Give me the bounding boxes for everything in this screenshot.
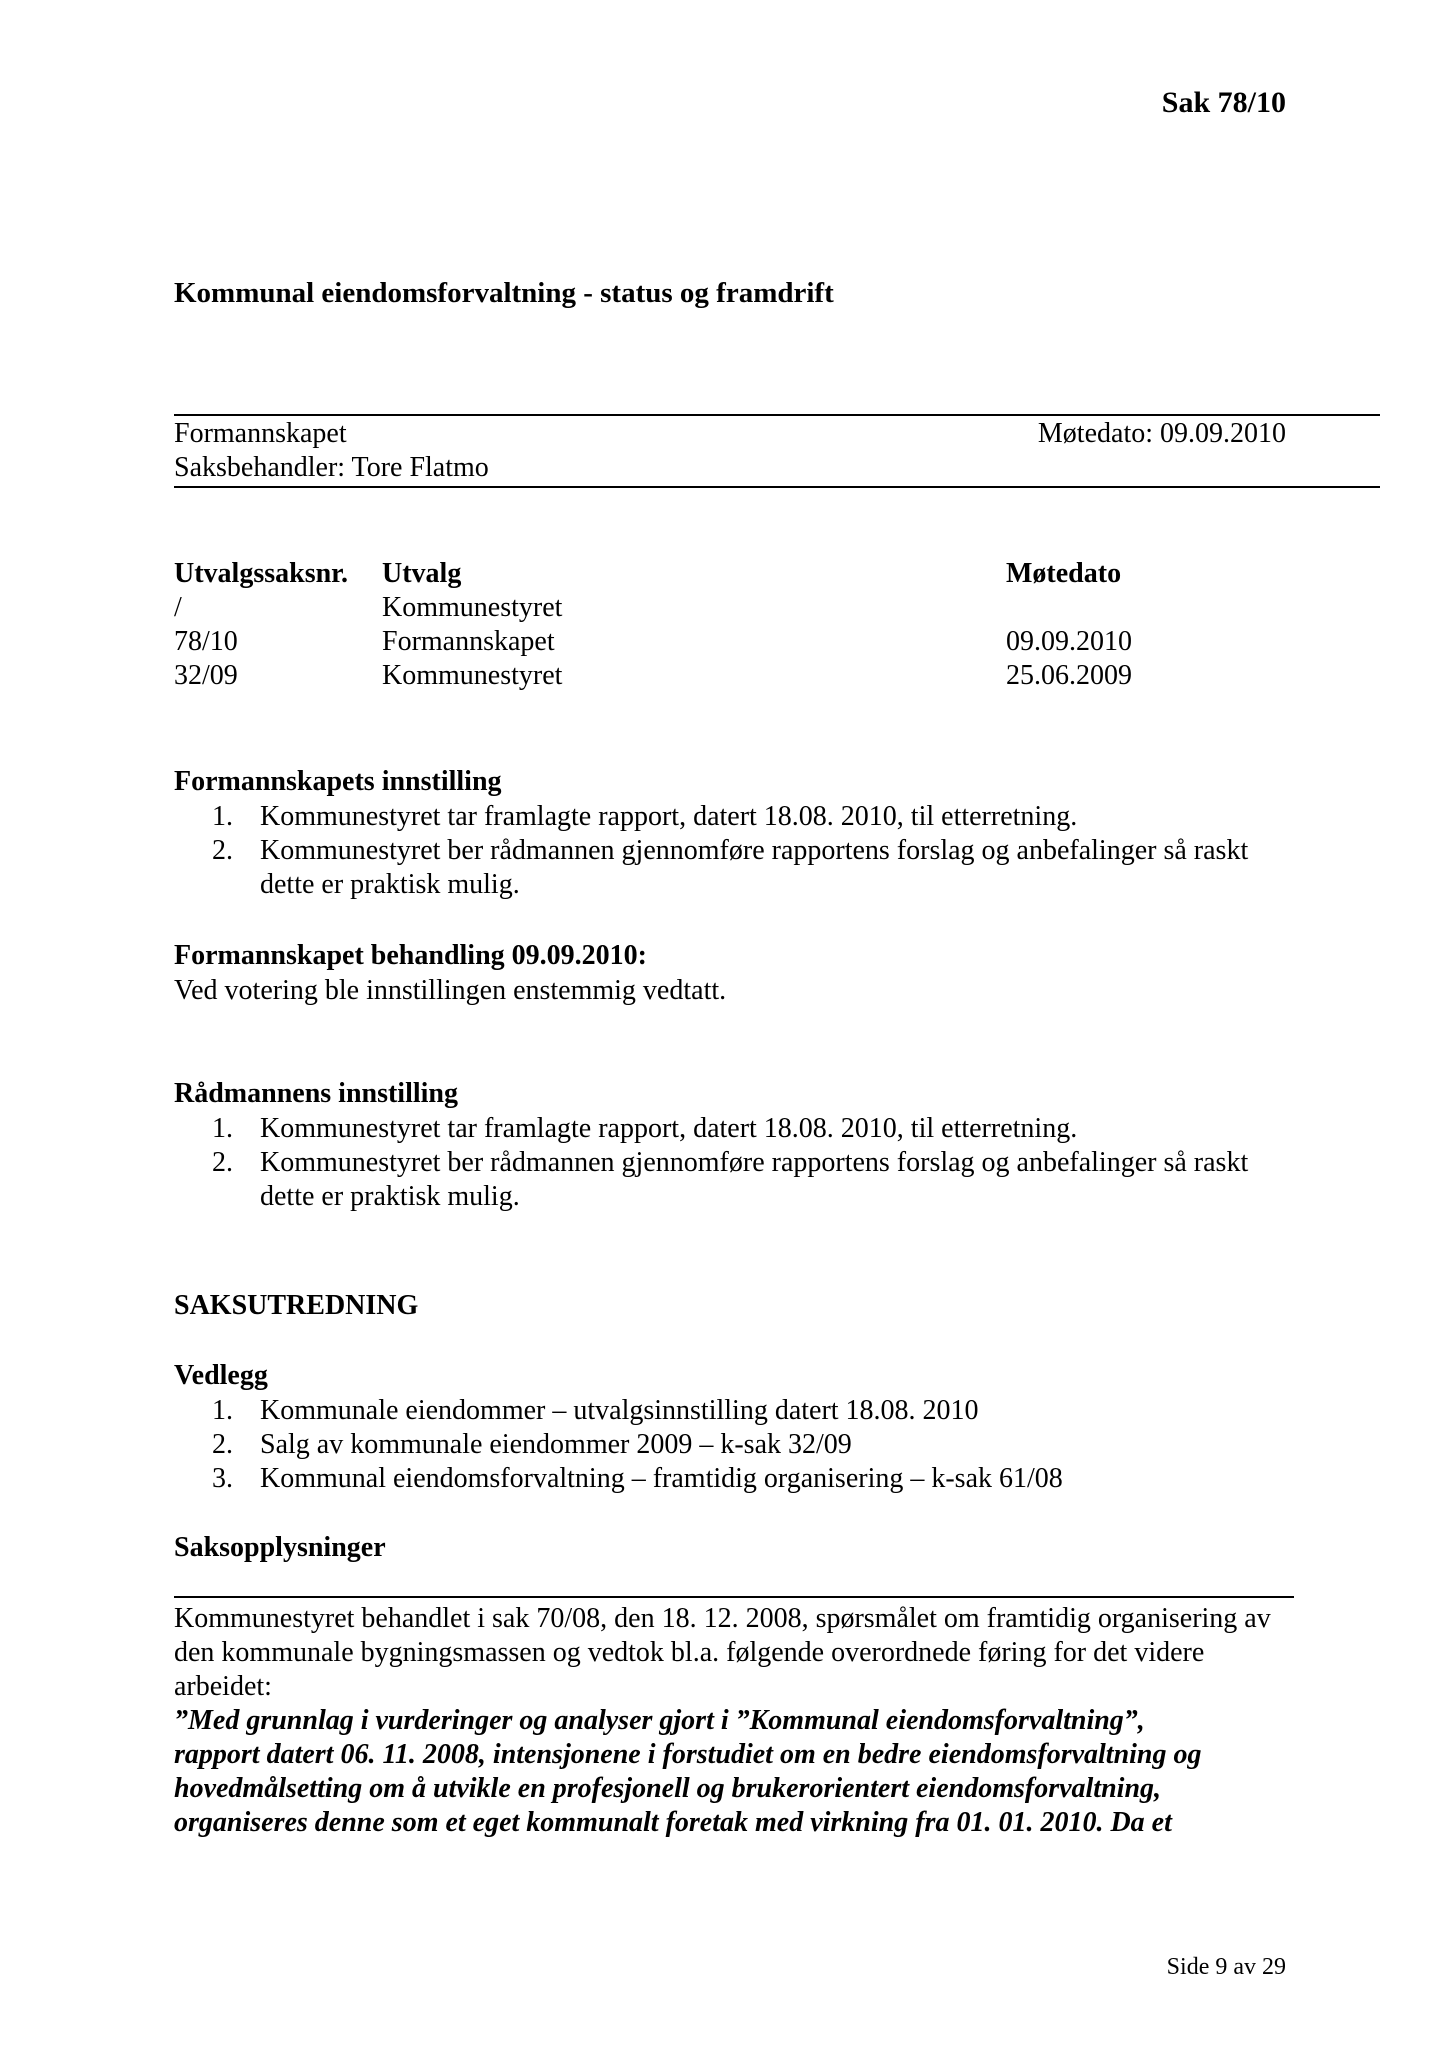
list-item	[0, 1428, 1448, 1462]
saksutredning-heading: SAKSUTREDNING	[174, 1290, 419, 1321]
list-text: Kommunestyret ber rådmannen gjennomføre rapportens forslag og anbefalinger så raskt dette er praktisk mulig.	[260, 1147, 1249, 1212]
case-no: 32/09	[174, 660, 238, 691]
case-no: /	[174, 592, 182, 623]
list-item	[0, 1112, 1448, 1146]
list-number: 1.	[212, 801, 233, 832]
list-text: Kommunal eiendomsforvaltning – framtidig organisering – k-sak 61/08	[260, 1463, 1063, 1494]
committee-name: Formannskapet	[174, 418, 347, 449]
list-text: Kommunestyret tar framlagte rapport, datert 18.08. 2010, til etterretning.	[260, 1113, 1078, 1144]
page-number: Side 9 av 29	[1166, 1954, 1286, 1980]
meeting-date: Møtedato: 09.09.2010	[1037, 418, 1286, 449]
case-officer: Saksbehandler: Tore Flatmo	[174, 452, 489, 483]
date: 09.09.2010	[1006, 626, 1132, 657]
list-item	[0, 800, 1448, 834]
meta-top-rule	[174, 414, 1380, 416]
list-text: Kommunestyret tar framlagte rapport, datert 18.08. 2010, til etterretning.	[260, 801, 1078, 832]
list-number: 1.	[212, 1113, 233, 1144]
saksopplysninger-heading: Saksopplysninger	[174, 1532, 386, 1563]
case-table-header	[0, 558, 1448, 592]
col-header-date: Møtedato	[1006, 558, 1122, 589]
list-item	[0, 1462, 1448, 1496]
list-number: 3.	[212, 1463, 233, 1494]
quote-line: hovedmålsetting om å utvikle en profesjonell og brukerorientert eiendomsforvaltning,	[174, 1773, 1162, 1804]
list-text: Kommunale eiendommer – utvalgsinnstilling datert 18.08. 2010	[260, 1395, 979, 1426]
radmann-innstilling-list	[0, 1112, 1448, 1214]
vedlegg-heading: Vedlegg	[174, 1360, 268, 1391]
col-header-committee: Utvalg	[382, 558, 462, 589]
quote-line: ”Med grunnlag i vurderinger og analyser gjort i ”Kommunal eiendomsforvaltning”,	[174, 1705, 1145, 1736]
date: 25.06.2009	[1006, 660, 1132, 691]
formannskap-behandling-text: Ved votering ble innstillingen enstemmig vedtatt.	[174, 975, 727, 1006]
saksopplysninger-rule	[174, 1596, 1294, 1598]
list-item	[0, 834, 1448, 902]
formannskap-innstilling-list	[0, 800, 1448, 902]
list-number: 2.	[212, 835, 233, 866]
committee: Kommunestyret	[382, 592, 563, 623]
list-text: Kommunestyret ber rådmannen gjennomføre rapportens forslag og anbefalinger så raskt dette er praktisk mulig.	[260, 835, 1249, 900]
table-row	[0, 660, 1448, 694]
list-text: Salg av kommunale eiendommer 2009 – k-sak 32/09	[260, 1429, 852, 1460]
list-number: 2.	[212, 1429, 233, 1460]
quote-line: rapport datert 06. 11. 2008, intensjonene i forstudiet om en bedre eiendomsforvaltning og	[174, 1739, 1202, 1770]
saksopplysninger-intro: Kommunestyret behandlet i sak 70/08, den 18. 12. 2008, spørsmålet om framtidig organisering av den kommunale bygningsmassen og vedtok bl.a. følgende overordnede føring for det videre arbeidet:	[174, 1603, 1271, 1702]
case-number: Sak 78/10	[1161, 86, 1286, 119]
list-item	[0, 1394, 1448, 1428]
list-number: 1.	[212, 1395, 233, 1426]
formannskap-innstilling-heading: Formannskapets innstilling	[174, 766, 502, 797]
case-no: 78/10	[174, 626, 238, 657]
quote-line: organiseres denne som et eget kommunalt foretak med virkning fra 01. 01. 2010. Da et	[174, 1807, 1172, 1838]
radmann-innstilling-heading: Rådmannens innstilling	[174, 1078, 458, 1109]
col-header-case-no: Utvalgssaksnr.	[174, 558, 349, 589]
document-title: Kommunal eiendomsforvaltning - status og framdrift	[174, 277, 834, 309]
table-row	[0, 626, 1448, 660]
formannskap-behandling-heading: Formannskapet behandling 09.09.2010:	[174, 940, 647, 971]
saksopplysninger-quote	[174, 1704, 1354, 1840]
list-item	[0, 1146, 1448, 1214]
meta-bottom-rule	[174, 486, 1380, 488]
list-number: 2.	[212, 1147, 233, 1178]
table-row	[0, 592, 1448, 626]
committee: Kommunestyret	[382, 660, 563, 691]
committee: Formannskapet	[382, 626, 555, 657]
vedlegg-list	[0, 1394, 1448, 1496]
